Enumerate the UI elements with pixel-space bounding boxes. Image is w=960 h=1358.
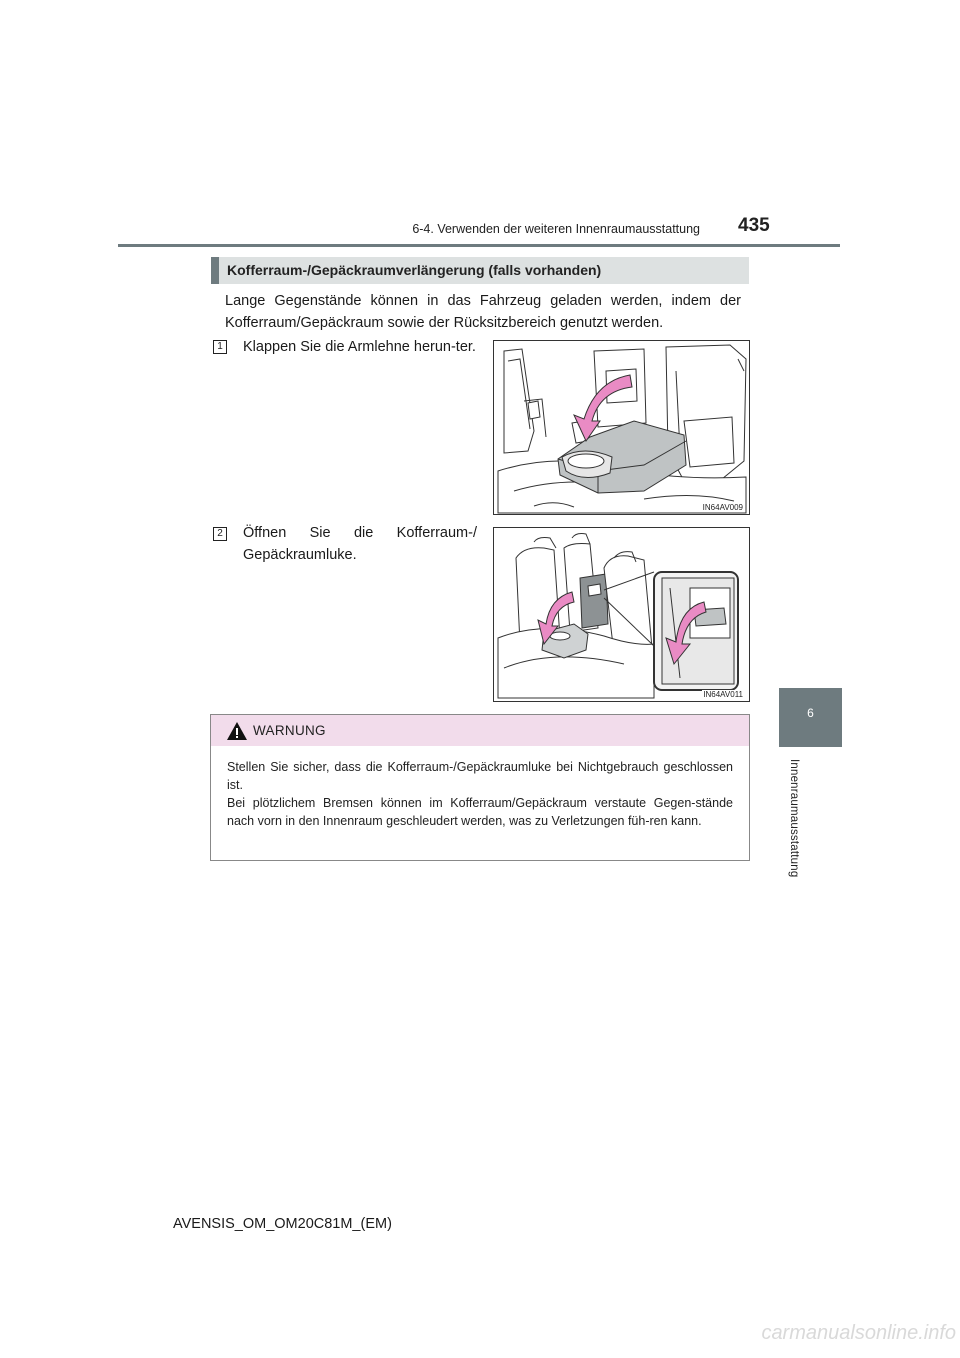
section-intro: Lange Gegenstände können in das Fahrzeug geladen werden, indem der Kofferraum/Gepäckraum sowie der Rücksitzbereich genutzt werden. — [225, 293, 741, 331]
section-heading: Kofferraum-/Gepäckraumverlängerung (falls vorhanden) — [211, 257, 749, 284]
warning-box — [210, 714, 750, 861]
warning-triangle-icon — [226, 721, 248, 741]
luggage-hatch-illustration — [494, 528, 750, 702]
running-header-section: 6-4. Verwenden der weiteren Innenraumausstattung — [412, 222, 700, 236]
step-1-badge: 1 — [213, 340, 227, 354]
warning-paragraph-1: Stellen Sie sicher, dass die Kofferraum-/Gepäckraumluke bei Nichtgebrauch geschlossen ist. — [227, 760, 733, 792]
figure-code: IN64AV011 — [703, 690, 743, 699]
chapter-tab-label: Innenraumausstattung — [788, 759, 800, 878]
warning-title: WARNUNG — [253, 723, 326, 738]
page-number: 435 — [738, 215, 770, 236]
step-1-text: Klappen Sie die Armlehne herun-ter. — [243, 339, 476, 355]
watermark: carmanualsonline.info — [761, 1322, 956, 1344]
chapter-tab-number: 6 — [807, 706, 814, 720]
figure-luggage-hatch — [493, 527, 750, 702]
figure-code: IN64AV009 — [702, 503, 743, 512]
warning-paragraph-2: Bei plötzlichem Bremsen können im Kofferraum/Gepäckraum verstaute Gegen-stände nach vorn in den Innenraum geschleudert werden, was zu Verletzungen füh-ren kann. — [227, 796, 733, 828]
figure-armrest — [493, 340, 750, 515]
step-2-text: Öffnen Sie die Kofferraum-/ Gepäckraumluke. — [243, 525, 477, 563]
document-code: AVENSIS_OM_OM20C81M_(EM) — [173, 1216, 392, 1232]
armrest-illustration — [494, 341, 750, 515]
header-rule — [118, 244, 840, 247]
step-2-badge: 2 — [213, 527, 227, 541]
